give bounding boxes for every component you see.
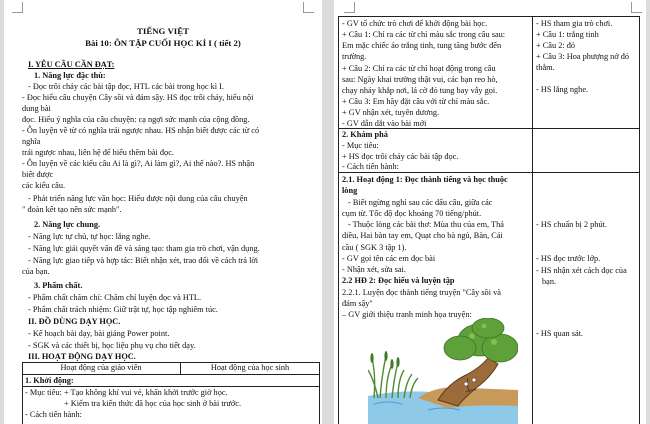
table-cell-line: - HS đọc trước lớp. [536, 254, 601, 263]
table-cell-line: - Biết ngừng nghỉ sau các dấu câu, giữa các [348, 198, 493, 207]
text-line: - Kế hoạch bài dạy, bài giảng Power point. [28, 329, 170, 338]
crop-mark [631, 2, 642, 13]
text-line: đọc. Hiểu ý nghĩa của câu chuyện: cạ ngợi sức mạnh của cộng đồng. [22, 115, 250, 124]
table-cell-line: - GV gọi tên các em đọc bài [342, 254, 436, 263]
table-cell-line: - HS lắng nghe. [536, 85, 589, 94]
text-line: biết được [22, 170, 54, 179]
text-line: - Năng lực giao tiếp và hợp tác: Biết nhận xét, trao đổi về cách trả lời [28, 256, 259, 265]
activity-title: 2.1. Hoạt động 1: Đọc thành tiếng và học thuộc [342, 175, 508, 184]
table-cell-line: 2.2.1. Luyện đọc thành tiếng truyện "Cây sồi và [342, 288, 501, 297]
text-line: - Đọc hiểu câu chuyện Cây sồi và đám sậy. HS đọc trôi chảy, hiểu nội [22, 93, 254, 102]
subsection-title: 3. Phẩm chất. [34, 281, 83, 290]
table-cell-line: + Câu 1: trắng tinh [536, 30, 599, 39]
table-cell-line: + Câu 3: Em hãy đặt câu với từ chỉ màu sắc. [342, 97, 490, 106]
text-line: - Đọc trôi chảy các bài tập đọc, HTL các bài trong học kì I. [28, 82, 224, 91]
text-line: trái ngược nhau, liên hệ để hiểu thêm bài đọc. [22, 148, 174, 157]
document-page-1 [4, 0, 322, 424]
table-cell-line: diều, Hai bàn tay em, Quạt cho bà ngủ, Bàn, Cái [342, 231, 503, 240]
subsection-title: 2. Năng lực chung. [34, 220, 101, 229]
table-cell-line: bạn. [542, 277, 557, 286]
table-cell-line: + Câu 2: Chỉ ra các từ chỉ hoạt động trong câu [342, 64, 496, 73]
lesson-title: Bài 10: ÔN TẬP CUỐI HỌC KÌ I ( tiết 2) [85, 38, 241, 48]
table-cell-line: - Thuộc lòng các bài thơ: Mùa thu của em, Thả [348, 220, 504, 229]
table-cell-line: - Nhận xét, sửa sai. [342, 265, 406, 274]
section-title: II. ĐỒ DÙNG DẠY HỌC. [28, 317, 121, 326]
table-cell-line: Em mặc chiếc áo trắng tinh, tung tăng bước đến [342, 41, 502, 50]
table-cell-line: cầu ( SGK 3 tập 1). [342, 243, 407, 252]
table-cell-line: - Cách tiến hành: [25, 410, 82, 419]
table-row-title: 2. Khám phá [342, 130, 388, 139]
table-cell-line: + Kiểm tra kiến thức đã học của học sinh ở bài trước. [64, 399, 242, 408]
table-divider [532, 16, 533, 424]
crop-mark [344, 2, 355, 13]
text-line: - Ôn luyện về các kiểu câu Ai là gì?, Ai làm gì?, Ai thế nào?. HS nhận [22, 159, 255, 168]
table-cell-line: - Mục tiêu: + Tạo không khí vui vẻ, khấn khởi trước giờ học. [25, 388, 228, 397]
document-page-2 [334, 0, 646, 424]
table-cell-line: + Câu 3: Hoa phượng nở đỏ [536, 52, 630, 61]
activity-title: 2.2 HĐ 2: Đọc hiểu và luyện tập [342, 276, 455, 285]
table-cell-line: + HS đọc trôi chảy các bài tập đọc. [342, 152, 459, 161]
table-cell-line: - GV dẫn dắt vào bài mới [342, 119, 427, 128]
table-cell-line: + GV nhận xét, tuyên dương. [342, 108, 440, 117]
text-line: của bạn. [22, 267, 50, 276]
text-line: - Phẩm chất chăm chỉ: Chăm chỉ luyện đọc và HTL. [28, 293, 202, 302]
text-line: dung bài [22, 104, 51, 113]
text-line: - Ôn luyện về từ có nghĩa trái ngược nhau. HS nhận biết được các từ có [22, 126, 260, 135]
table-cell-line: - Mục tiêu: [342, 141, 379, 150]
text-line: - Phát triển năng lực văn học: Hiểu được nội dung của câu chuyện [28, 194, 248, 203]
table-divider [338, 172, 640, 173]
text-line: - Năng lực giải quyết vấn đề và sáng tạo: tham gia trò chơi, vận dụng. [28, 244, 260, 253]
table-cell-line: cụm từ. Tốc độ đọc khoảng 70 tiếng/phút. [342, 209, 482, 218]
section-title: III. HOẠT ĐỘNG DẠY HỌC. [28, 352, 136, 361]
table-header-student: Hoạt động của học sinh [210, 363, 290, 372]
section-title: I. YÊU CẦU CẦN ĐẠT: [28, 60, 115, 69]
table-cell-line: trường. [342, 52, 367, 61]
table-cell-line: - Cách tiến hành: [342, 162, 399, 171]
table-cell-line: sau: Ngày khai trường thật vui, các bạn reo hò, [342, 75, 498, 84]
table-cell-line: + Câu 2: đỏ [536, 41, 576, 50]
table-cell-line: - HS quan sát. [536, 329, 584, 338]
table-cell-line: đám sậy" [342, 299, 373, 308]
activity-title: lòng [342, 186, 358, 195]
table-cell-line: - HS nhận xét cách đọc của [536, 266, 627, 275]
table-header-teacher: Hoạt động của giáo viên [60, 363, 142, 372]
text-line: nghĩa [22, 137, 41, 146]
text-line: - SGK và các thiết bị, học liệu phụ vụ cho tiết dạy. [28, 341, 196, 350]
crop-mark [303, 2, 314, 13]
text-line: các kiểu câu. [22, 181, 66, 190]
table-cell-line: - HS chuẩn bị 2 phút. [536, 220, 607, 229]
table-cell-line: chạy nhảy khắp nơi, lá cờ đỏ tung bay vẫy gọi. [342, 86, 498, 95]
text-line: - Phẩm chất trách nhiệm: Giữ trật tự, học tập nghiêm túc. [28, 305, 218, 314]
table-cell-line: - HS tham gia trò chơi. [536, 19, 613, 28]
text-line: " đoàn kết tạo nên sức mạnh". [22, 205, 122, 214]
table-cell-line: + Câu 1: Chỉ ra các từ chỉ màu sắc trong câu sau: [342, 30, 506, 39]
table-row-title: 1. Khởi động: [25, 376, 74, 385]
text-line: - Năng lực tự chủ, tự học: lắng nghe. [28, 232, 151, 241]
subject-title: TIẾNG VIỆT [137, 26, 189, 36]
subsection-title: 1. Năng lực đặc thù: [34, 71, 106, 80]
crop-mark [12, 2, 23, 13]
table-cell-line: – GV giới thiệu tranh minh họa truyện: [342, 310, 472, 319]
table-cell-line: thắm. [536, 63, 555, 72]
table-cell-line: - GV tổ chức trò chơi để khởi động bài học. [342, 19, 488, 28]
oak-and-reeds-illustration [368, 318, 518, 424]
